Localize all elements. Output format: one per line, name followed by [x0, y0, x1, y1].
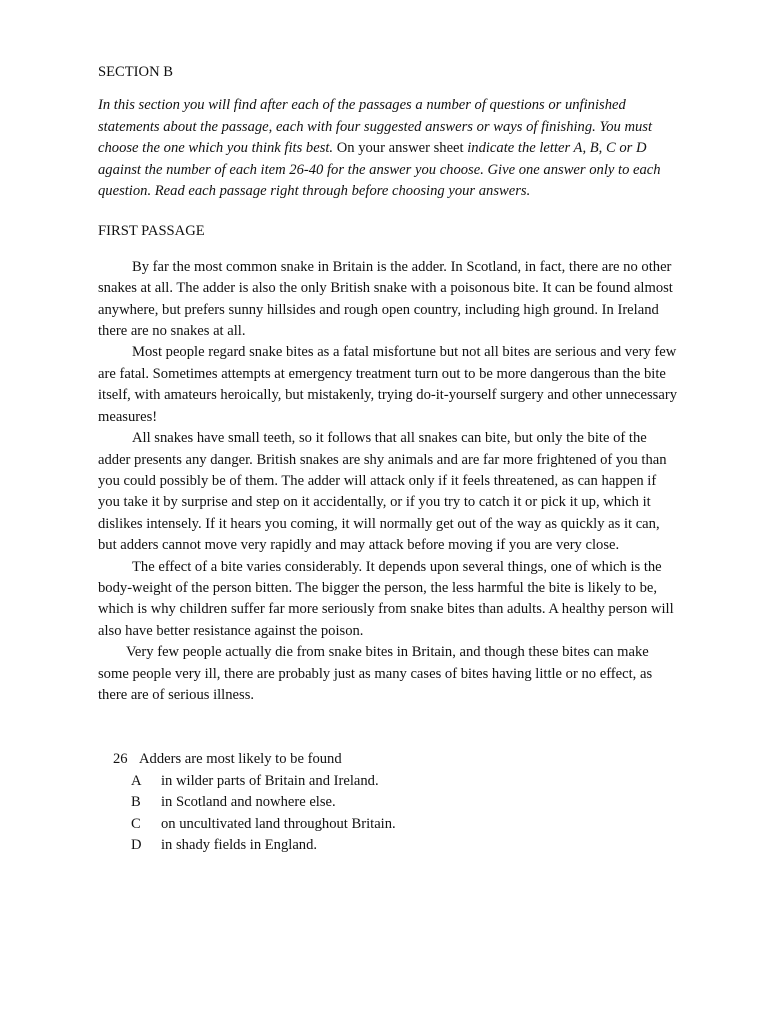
passage-paragraph-4: The effect of a bite varies considerably. It depends upon several things, one of which is the body-weight of the person bitten. The bigger the person, the less harmful the bite is likely to be, which is why children suffer far more seriously from snake bites than adults. A healthy person will also have better resistance against the poison. [98, 558, 674, 639]
option-text: in shady fields in England. [161, 837, 318, 853]
passage-heading: FIRST PASSAGE [98, 223, 205, 240]
option-b [131, 792, 678, 813]
option-text: in Scotland and nowhere else. [161, 794, 336, 811]
passage-paragraph-5: Very few people actually die from snake bites in Britain, and though these bites can make some people very ill, there are probably just as many cases of bites having little or no effect, as there are of serious illness. [98, 644, 653, 703]
option-d [131, 835, 678, 856]
question-stem [113, 749, 678, 770]
question-number: 26 [113, 751, 128, 768]
passage-body [98, 257, 678, 707]
question-26 [113, 749, 678, 856]
answer-options [131, 771, 678, 857]
question-text: Adders are most likely to be found [139, 751, 342, 768]
passage-paragraph-1: By far the most common snake in Britain is the adder. In Scotland, in fact, there are no other snakes at all. The adder is also the only British snake with a poisonous bite. It can be found almost anywhere, but prefers sunny hillsides and rough open country, including high ground. In Ireland there are no snakes at all. [98, 258, 673, 340]
instructions-paragraph [98, 95, 678, 202]
passage-paragraph-3: All snakes have small teeth, so it follows that all snakes can bite, but only the bite of the adder presents any danger. British snakes are shy animals and are far more frightened of you than you could possibly be of them. The adder will attack only if it feels threatened, as can happen if you take it by surprise and step on it accidentally, or if you try to catch it or pick it up, which it dislikes intensely. If it hears you coming, it will normally get out of the way as quickly as it can, but adders cannot move very rapidly and may attack before moving if you are very close. [98, 430, 667, 554]
exam-page [98, 62, 678, 856]
option-letter: C [131, 815, 141, 832]
option-letter: A [131, 772, 142, 789]
option-letter: D [131, 837, 142, 853]
option-text: in wilder parts of Britain and Ireland. [161, 772, 379, 789]
option-c [131, 814, 678, 835]
option-a [131, 771, 678, 792]
section-title: SECTION B [98, 64, 173, 80]
instructions-part-2: On your answer sheet [333, 140, 468, 157]
option-text: on uncultivated land throughout Britain. [161, 815, 396, 832]
instructions-part-1: In this section you will find after each of the passages a number of questions or unfinished statements about the passage, each with four suggested answers or ways of finishing. You must choose the one which you think fits best. [98, 97, 653, 157]
passage-paragraph-2: Most people regard snake bites as a fatal misfortune but not all bites are serious and very few are fatal. Sometimes attempts at emergency treatment turn out to be more dangerous than the bite itself, with amateurs heroically, but mistakenly, trying do-it-yourself surgery and other unnecessary measures! [98, 344, 677, 425]
option-letter: B [131, 794, 141, 811]
instructions-part-3: indicate the letter A, B, C or D against the number of each item 26-40 for the answer you choose. Give one answer only to each question. Read each passage right through before choosing your answers. [98, 140, 661, 200]
